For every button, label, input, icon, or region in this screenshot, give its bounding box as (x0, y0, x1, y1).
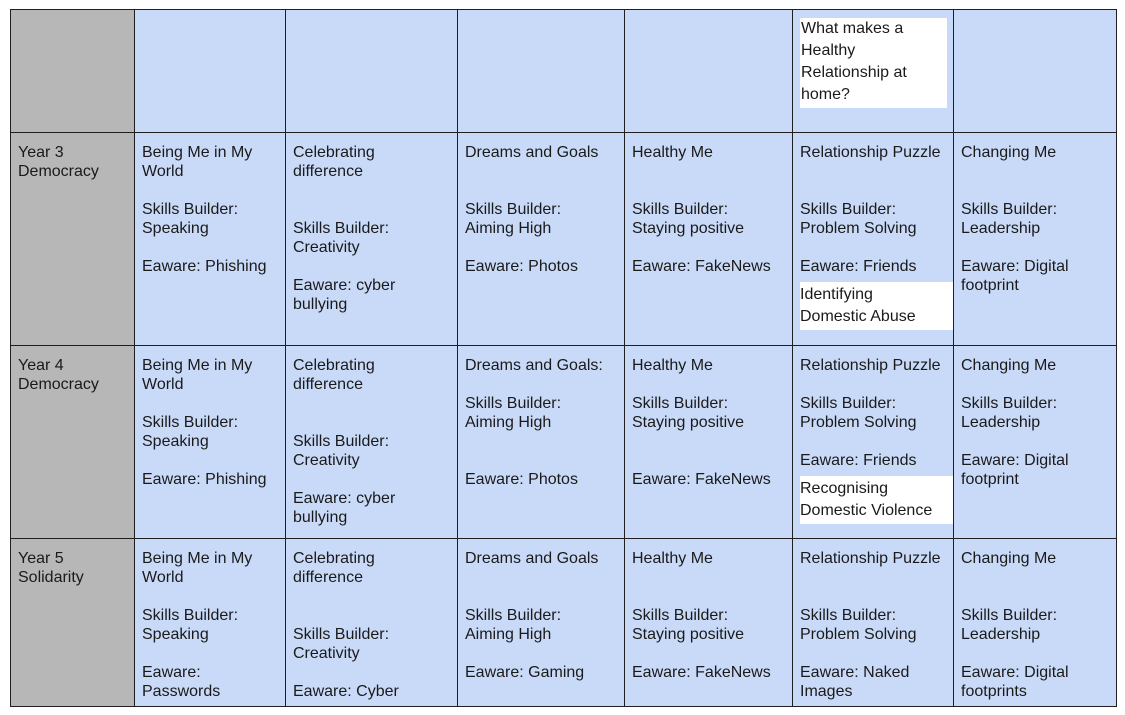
note-line: Identifying (800, 286, 873, 303)
unit-title: Healthy Me (632, 144, 713, 161)
eaware: Eaware: cyber (293, 490, 396, 507)
skills-builder: Skills Builder: (632, 607, 729, 624)
eaware: Eaware: FakeNews (632, 664, 771, 681)
table-cell (286, 539, 458, 707)
unit-title: difference (293, 376, 363, 393)
table-cell (625, 133, 793, 346)
skills-builder: Skills Builder: (293, 626, 390, 643)
table-cell (954, 539, 1117, 707)
table-cell (458, 539, 625, 707)
table-cell (625, 346, 793, 539)
relationship-note: What makes a Healthy Relationship at home? (800, 18, 947, 108)
eaware: Eaware: Photos (465, 258, 578, 275)
table-cell (286, 346, 458, 539)
table-cell (135, 539, 286, 707)
skills-builder: Skills Builder: (961, 201, 1058, 218)
unit-title: Celebrating (293, 357, 375, 374)
skills-builder: Skills Builder: (293, 220, 390, 237)
year-value: Democracy (18, 376, 99, 393)
unit-title: Healthy Me (632, 357, 713, 374)
skills-builder: Leadership (961, 626, 1041, 643)
table-cell (135, 133, 286, 346)
eaware: Eaware: FakeNews (632, 258, 771, 275)
eaware: bullying (293, 296, 348, 313)
eaware: Eaware: Photos (465, 471, 578, 488)
eaware: Eaware: cyber (293, 277, 396, 294)
skills-builder: Speaking (142, 626, 209, 643)
eaware: Eaware: FakeNews (632, 471, 771, 488)
unit-title: Changing Me (961, 357, 1057, 374)
year-cell (11, 133, 135, 346)
table-row (11, 133, 1117, 346)
year-cell (11, 10, 135, 133)
eaware: Eaware: Digital (961, 258, 1069, 275)
unit-title: Celebrating (293, 550, 375, 567)
unit-title: Being Me in My (142, 144, 253, 161)
skills-builder: Creativity (293, 239, 360, 256)
skills-builder: Skills Builder: (632, 201, 729, 218)
skills-builder: Creativity (293, 452, 360, 469)
unit-title: Healthy Me (632, 550, 713, 567)
unit-title: Dreams and Goals (465, 144, 599, 161)
year-value: Democracy (18, 163, 99, 180)
eaware: Eaware: Phishing (142, 258, 267, 275)
year-value: Solidarity (18, 569, 84, 586)
table-cell (793, 346, 954, 539)
skills-builder: Skills Builder: (632, 395, 729, 412)
unit-title: World (142, 376, 184, 393)
unit-title: Relationship Puzzle (800, 357, 941, 374)
table-cell (286, 10, 458, 133)
skills-builder: Problem Solving (800, 626, 917, 643)
skills-builder: Skills Builder: (465, 607, 562, 624)
skills-builder: Speaking (142, 433, 209, 450)
unit-title: Dreams and Goals: (465, 357, 603, 374)
unit-title: Changing Me (961, 550, 1057, 567)
year-label: Year 4 (18, 357, 64, 374)
skills-builder: Skills Builder: (142, 414, 239, 431)
table-cell (135, 10, 286, 133)
skills-builder: Skills Builder: (465, 395, 562, 412)
eaware: Eaware: Friends (800, 258, 917, 275)
skills-builder: Skills Builder: (142, 201, 239, 218)
table-cell (954, 346, 1117, 539)
unit-title: Being Me in My (142, 550, 253, 567)
year-label: Year 3 (18, 144, 64, 161)
table-cell (793, 539, 954, 707)
skills-builder: Creativity (293, 645, 360, 662)
year-cell (11, 539, 135, 707)
skills-builder: Aiming High (465, 220, 552, 237)
table-cell (458, 10, 625, 133)
table-cell (458, 133, 625, 346)
table-cell (954, 10, 1117, 133)
eaware: footprint (961, 471, 1019, 488)
unit-title: Relationship Puzzle (800, 144, 941, 161)
unit-title: Celebrating (293, 144, 375, 161)
skills-builder: Skills Builder: (800, 607, 897, 624)
table-row (11, 539, 1117, 707)
eaware: Eaware: (142, 664, 201, 681)
skills-builder: Leadership (961, 414, 1041, 431)
skills-builder: Aiming High (465, 414, 552, 431)
eaware: Images (800, 683, 853, 700)
skills-builder: Staying positive (632, 414, 745, 431)
skills-builder: Skills Builder: (142, 607, 239, 624)
skills-builder: Skills Builder: (961, 395, 1058, 412)
eaware: Eaware: Cyber (293, 683, 399, 700)
skills-builder: Skills Builder: (465, 201, 562, 218)
highlight-note (800, 282, 953, 330)
unit-title: Relationship Puzzle (800, 550, 941, 567)
eaware: Eaware: Friends (800, 452, 917, 469)
skills-builder: Speaking (142, 220, 209, 237)
table-cell (458, 346, 625, 539)
eaware: bullying (293, 509, 348, 526)
eaware: footprint (961, 277, 1019, 294)
table-row (11, 346, 1117, 539)
table-cell (625, 10, 793, 133)
skills-builder: Problem Solving (800, 220, 917, 237)
year-cell (11, 346, 135, 539)
table-cell (286, 133, 458, 346)
skills-builder: Skills Builder: (293, 433, 390, 450)
curriculum-table (10, 9, 1117, 707)
unit-title: Dreams and Goals (465, 550, 599, 567)
year-label: Year 5 (18, 550, 64, 567)
eaware: footprints (961, 683, 1027, 700)
eaware: Eaware: Digital (961, 664, 1069, 681)
table-cell (954, 133, 1117, 346)
highlight-note (800, 476, 953, 524)
eaware: Eaware: Digital (961, 452, 1069, 469)
note-line: Domestic Abuse (800, 308, 916, 325)
table-cell (793, 10, 954, 133)
note-line: Recognising (800, 480, 889, 497)
table-row (11, 10, 1117, 133)
skills-builder: Leadership (961, 220, 1041, 237)
unit-title: World (142, 569, 184, 586)
table-cell (135, 346, 286, 539)
unit-title: World (142, 163, 184, 180)
eaware: Eaware: Phishing (142, 471, 267, 488)
skills-builder: Skills Builder: (961, 607, 1058, 624)
skills-builder: Problem Solving (800, 414, 917, 431)
eaware: Passwords (142, 683, 221, 700)
unit-title: difference (293, 569, 363, 586)
table-cell (793, 133, 954, 346)
skills-builder: Aiming High (465, 626, 552, 643)
skills-builder: Staying positive (632, 626, 745, 643)
unit-title: Changing Me (961, 144, 1057, 161)
skills-builder: Skills Builder: (800, 201, 897, 218)
skills-builder: Skills Builder: (800, 395, 897, 412)
skills-builder: Staying positive (632, 220, 745, 237)
eaware: Eaware: Gaming (465, 664, 585, 681)
unit-title: Being Me in My (142, 357, 253, 374)
table-cell (625, 539, 793, 707)
eaware: Eaware: Naked (800, 664, 910, 681)
note-line: Domestic Violence (800, 502, 933, 519)
unit-title: difference (293, 163, 363, 180)
